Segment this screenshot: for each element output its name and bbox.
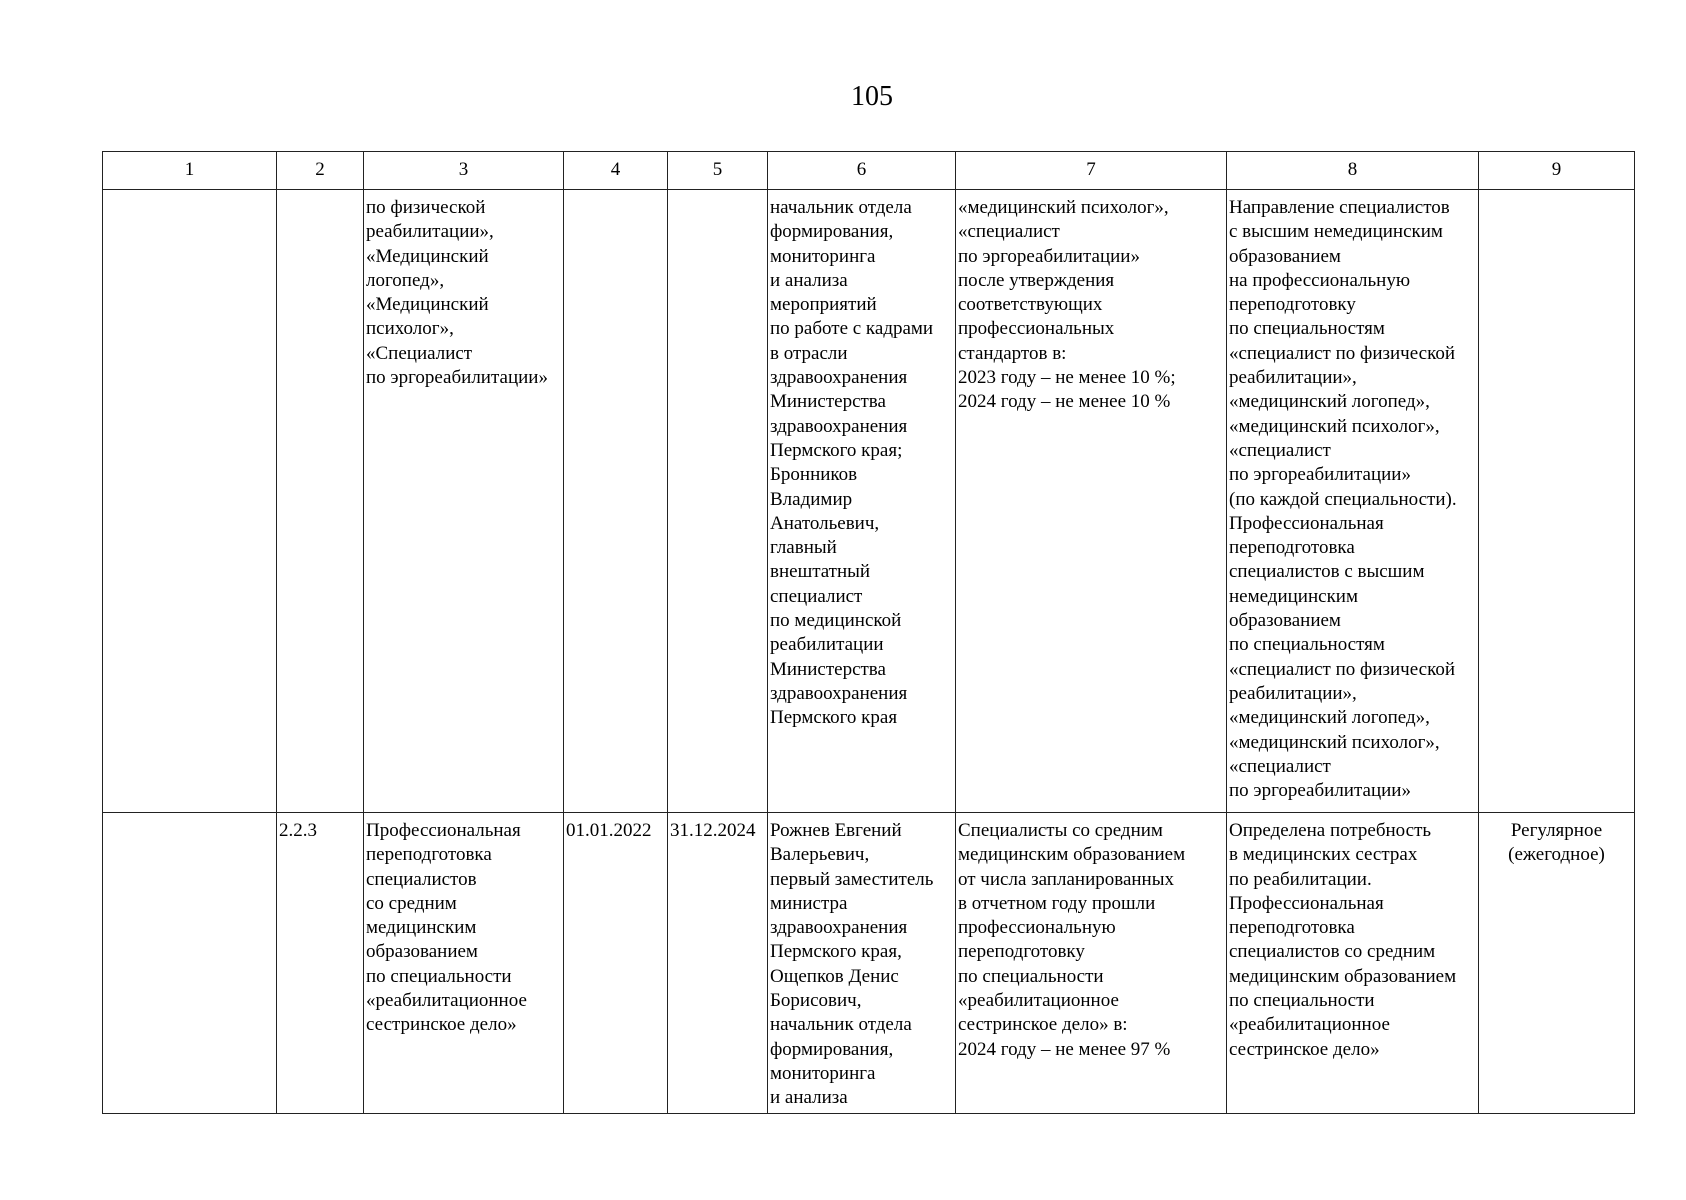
cell-col1 [103, 813, 277, 1114]
column-header: 6 [768, 152, 956, 190]
cell-responsible: начальник отдела формирования, мониторинга и анализа мероприятий по работе с кадрами в отрасли здравоохранения Министерства здравоохранения Пермского края; Бронников Владимир Анатольевич, главный внештатный специалист по медицинской реабилитации Министерства здравоохранения Пермского края [768, 190, 956, 813]
cell-activity: Профессиональная переподготовка специалистов со средним медицинским образованием по специальности «реабилитационное сестринское дело» [364, 813, 564, 1114]
cell-start-date [564, 190, 668, 813]
cell-end-date: 31.12.2024 [668, 813, 768, 1114]
cell-item-number [277, 190, 364, 813]
table-row [103, 190, 1635, 813]
cell-col1 [103, 190, 277, 813]
column-header: 4 [564, 152, 668, 190]
column-header: 5 [668, 152, 768, 190]
column-header: 7 [956, 152, 1227, 190]
cell-start-date: 01.01.2022 [564, 813, 668, 1114]
column-header: 2 [277, 152, 364, 190]
cell-periodicity [1479, 190, 1635, 813]
column-header: 1 [103, 152, 277, 190]
cell-result: Определена потребность в медицинских сестрах по реабилитации. Профессиональная переподготовка специалистов со средним медицинским образованием по специальности «реабилитационное сестринское дело» [1227, 813, 1479, 1114]
cell-result: Направление специалистов с высшим немедицинским образованием на профессиональную переподготовку по специальностям «специалист по физической реабилитации», «медицинский логопед», «медицинский психолог», «специалист по эргореабилитации» (по каждой специальности). Профессиональная переподготовка специалистов с высшим немедицинским образованием по специальностям «специалист по физической реабилитации», «медицинский логопед», «медицинский психолог», «специалист по эргореабилитации» [1227, 190, 1479, 813]
cell-responsible: Рожнев Евгений Валерьевич, первый заместитель министра здравоохранения Пермского края, Ощепков Денис Борисович, начальник отдела формирования, мониторинга и анализа [768, 813, 956, 1114]
column-header: 8 [1227, 152, 1479, 190]
table-row [103, 813, 1635, 1114]
cell-indicator: «медицинский психолог», «специалист по эргореабилитации» после утверждения соответствующих профессиональных стандартов в: 2023 году – не менее 10 %; 2024 году – не менее 10 % [956, 190, 1227, 813]
cell-end-date [668, 190, 768, 813]
plan-table [102, 151, 1635, 1114]
column-header: 9 [1479, 152, 1635, 190]
column-header: 3 [364, 152, 564, 190]
table-header-row [103, 152, 1635, 190]
cell-activity: по физической реабилитации», «Медицинский логопед», «Медицинский психолог», «Специалист по эргореабилитации» [364, 190, 564, 813]
cell-indicator: Специалисты со средним медицинским образованием от числа запланированных в отчетном году прошли профессиональную переподготовку по специальности «реабилитационное сестринское дело» в: 2024 году – не менее 97 % [956, 813, 1227, 1114]
cell-periodicity: Регулярное (ежегодное) [1479, 813, 1635, 1114]
cell-item-number: 2.2.3 [277, 813, 364, 1114]
page-number: 105 [851, 81, 893, 112]
